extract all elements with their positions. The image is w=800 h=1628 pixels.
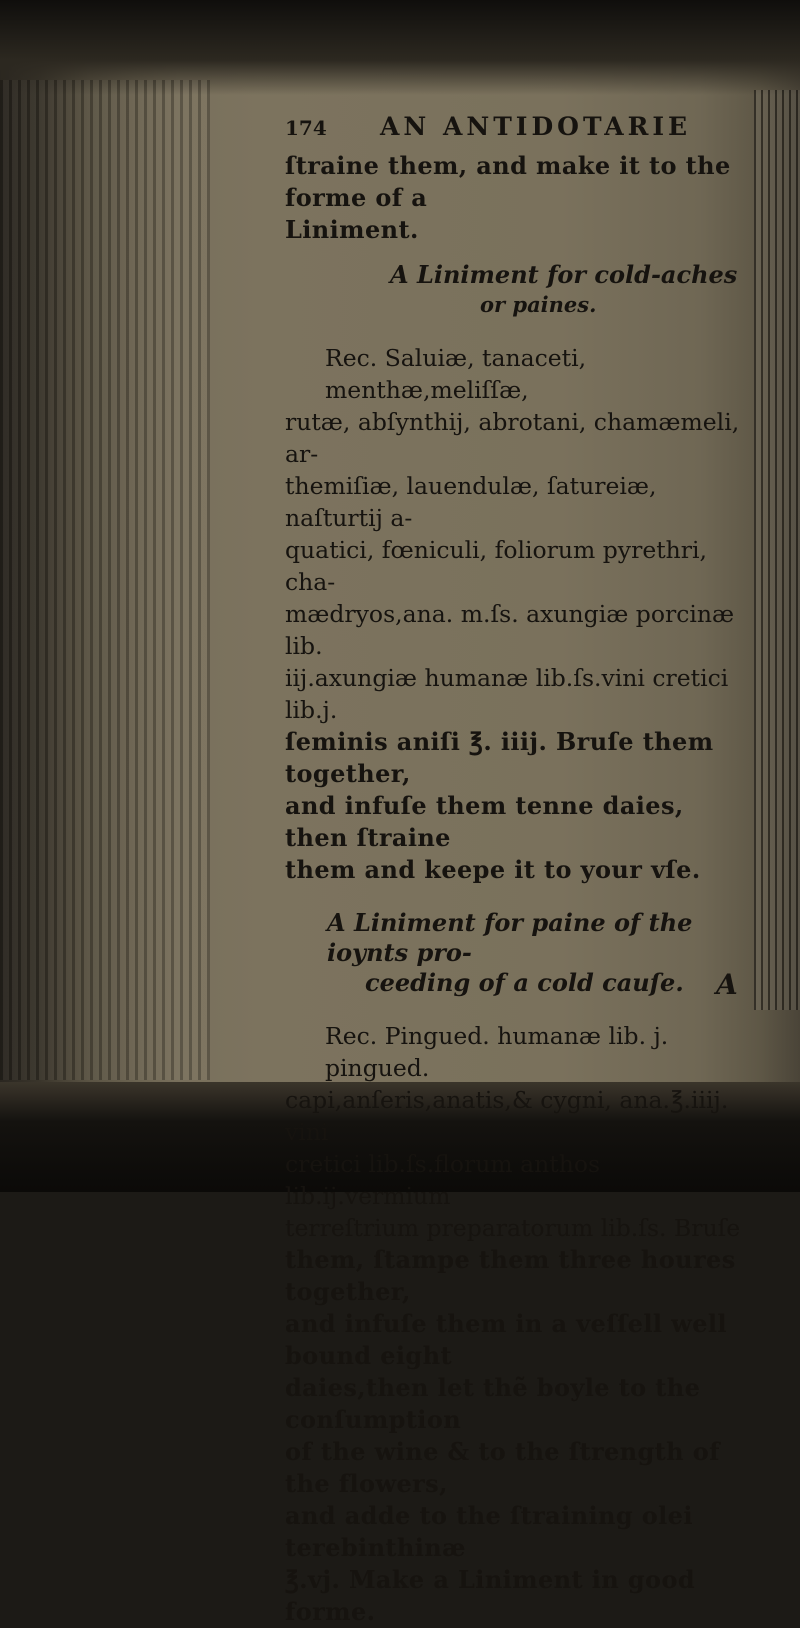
section2-line: daies,then let thẽ boyle to the conſumption	[285, 1373, 701, 1434]
section1-line: quatici, fœniculi, foliorum pyrethri, cha-	[285, 536, 708, 596]
page-header	[285, 110, 755, 150]
running-head: AN ANTIDOTARIE	[380, 112, 692, 141]
intro-line: ſtraine them, and make it to the forme of a	[285, 151, 731, 212]
section2-line: and infuſe them in a veſſell well bound eight	[285, 1309, 727, 1370]
section2-title: A Liniment for paine of the ioynts pro-	[327, 908, 693, 967]
section2-line: cretici lib.ſs.florum anthos lib.ij.vermium	[285, 1150, 601, 1210]
page-number: 174	[285, 116, 327, 140]
left-page-edges	[0, 80, 210, 1080]
section1-line: Rec. Saluiæ, tanaceti, menthæ,meliſſæ,	[325, 344, 587, 404]
section2-line: them, ſtampe them three houres together,	[285, 1245, 736, 1306]
catchword: A	[716, 968, 738, 1001]
section2-line: and adde to the ſtraining olei terebinthinæ	[285, 1501, 693, 1562]
section1-line: them and keepe it to your vſe.	[285, 855, 701, 884]
section2-line: terreſtrium preparatorum lib.ſs. Bruſe	[285, 1214, 741, 1242]
right-page-edges	[754, 90, 800, 1010]
section1-title: A Liniment for cold-aches	[390, 260, 738, 289]
section2-subtitle: ceeding of a cold cauſe.	[365, 968, 684, 997]
section1-line: themiſiæ, lauendulæ, ſatureiæ, naſturtij a-	[285, 472, 657, 532]
section2-line: ℥.vj. Make a Liniment in good forme.	[285, 1565, 696, 1626]
section1-line: and infuſe them tenne daies, then ſtraine	[285, 791, 684, 852]
page-text-block	[285, 110, 755, 1628]
section1-line: ſeminis aniſi ℥. iiij. Bruſe them together,	[285, 727, 714, 788]
section2-line: capi,anſeris,anatis,& cygni, ana.℥.iiij. vini	[285, 1086, 729, 1146]
intro-line: Liniment.	[285, 215, 419, 244]
section1-line: mædryos,ana. m.ſs. axungiæ porcinæ lib.	[285, 600, 735, 660]
section1-line: rutæ, abſynthij, abrotani, chamæmeli, ar-	[285, 408, 740, 468]
section1-line: iij.axungiæ humanæ lib.ſs.vini cretici lib.j.	[285, 664, 729, 724]
section2-line: of the wine & to the ſtrength of the flowers,	[285, 1437, 720, 1498]
section1-subtitle: or paines.	[480, 292, 597, 317]
section2-line: Rec. Pingued. humanæ lib. j. pingued.	[325, 1022, 669, 1082]
